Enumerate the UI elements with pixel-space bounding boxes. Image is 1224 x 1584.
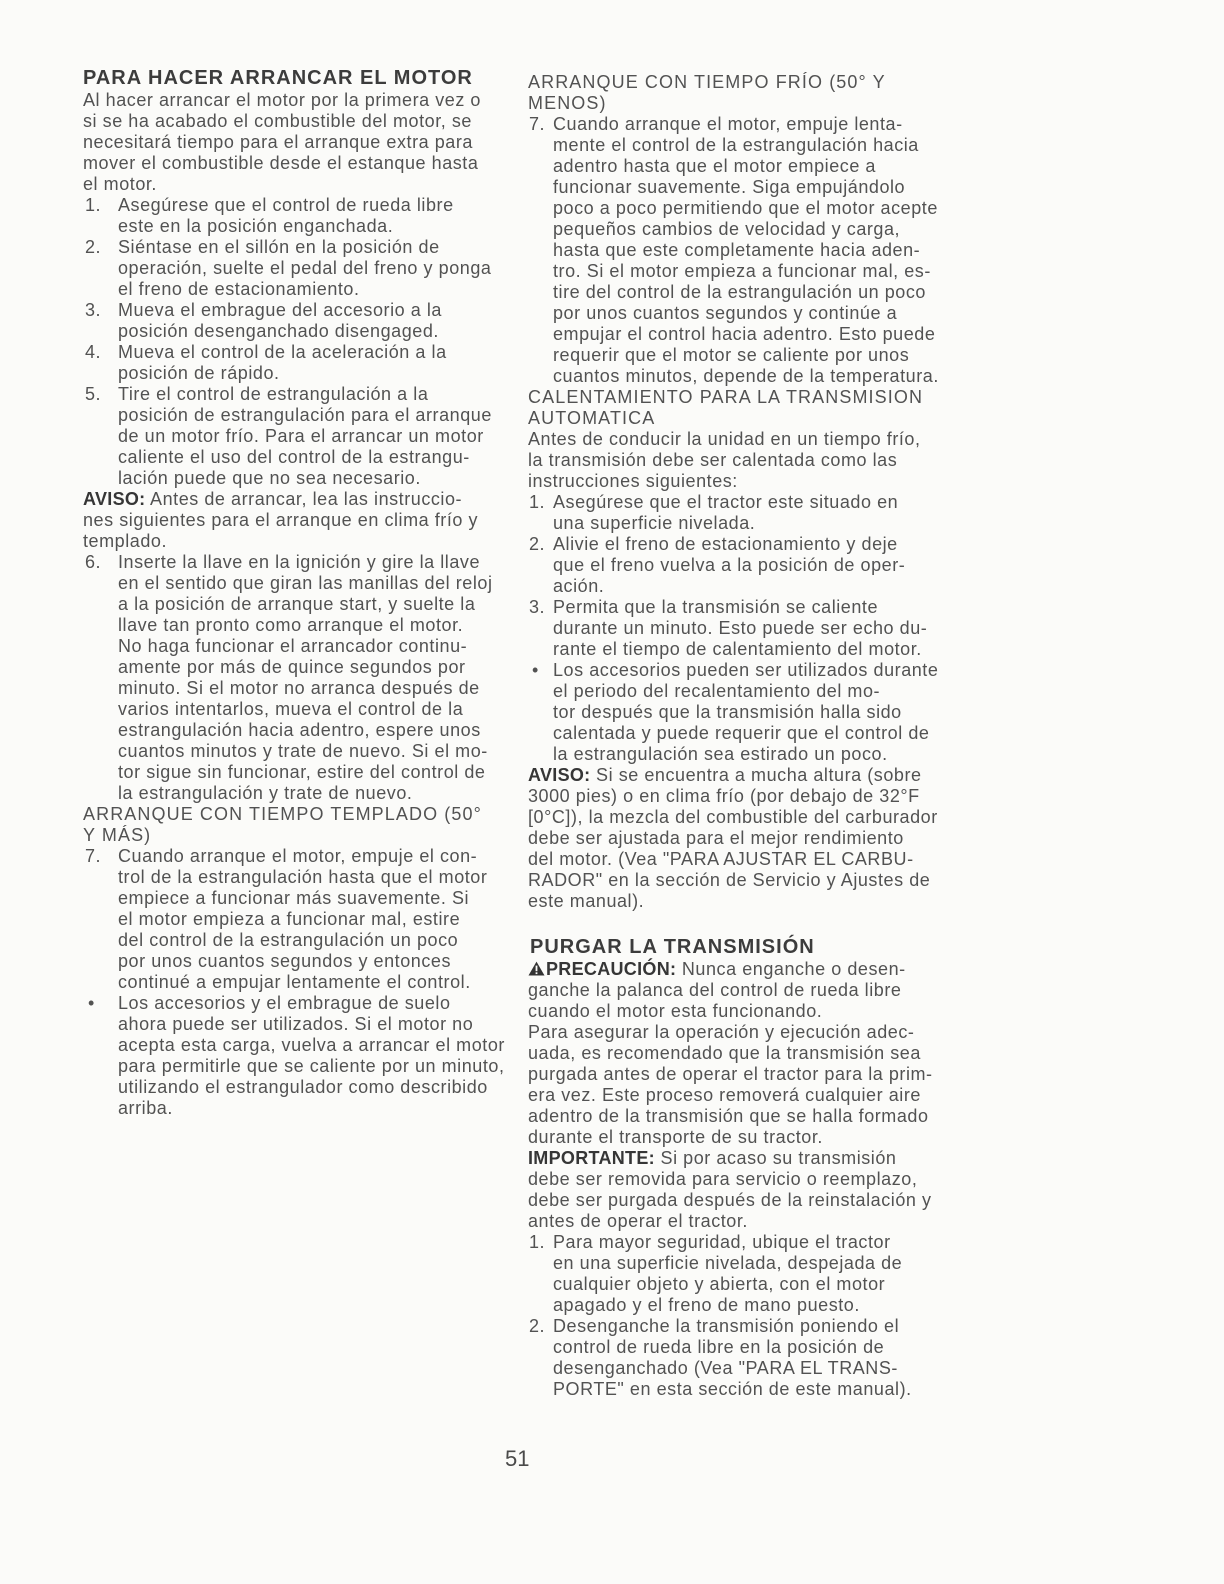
text-line: este en la posición enganchada. [118, 216, 394, 236]
text-line: calentada y puede requerir que el control de [553, 723, 930, 743]
left-column [83, 90, 505, 1119]
text-line: mover el combustible desde el estanque hasta [83, 153, 479, 173]
text-line: amente por más de quince segundos por [118, 657, 466, 677]
text-line: adentro hasta que el motor empiece a [553, 156, 876, 176]
text-line: debe ser purgada después de la reinstalación y [528, 1190, 932, 1210]
text-line: posición desenganchado disengaged. [118, 321, 439, 341]
text-line: desenganchado (Vea "PARA EL TRANS- [553, 1358, 898, 1378]
aviso-notice-altitude [528, 765, 939, 912]
text-line: cuantos minutos y trate de nuevo. Si el mo- [118, 741, 488, 761]
text-line: tire del control de la estrangulación un poco [553, 282, 926, 302]
step-number: 5. [85, 384, 102, 404]
text-line: funcionar suavemente. Siga empujándolo [553, 177, 906, 197]
text-line: operación, suelte el pedal del freno y ponga [118, 258, 492, 278]
step-4 [83, 342, 505, 384]
subheading-transmission-warmup [528, 387, 939, 429]
text-line: [0°C]), la mezcla del combustible del carburador [528, 807, 938, 827]
important-text: Si por acaso su transmisión [660, 1148, 897, 1168]
text-line: trol de la estrangulación hasta que el motor [118, 867, 488, 887]
text-line: Al hacer arrancar el motor por la primera vez o [83, 90, 481, 110]
step-5 [83, 384, 505, 489]
text-line: cuantos minutos, depende de la temperatura. [553, 366, 939, 386]
section-heading-start-engine: PARA HACER ARRANCAR EL MOTOR [83, 67, 473, 89]
bullet-icon: • [532, 660, 539, 680]
text-line: ARRANQUE CON TIEMPO TEMPLADO (50° [83, 804, 482, 824]
text-line: a la posición de arranque start, y suelte la [118, 594, 476, 614]
text-line: cualquier objeto y abierta, con el motor [553, 1274, 886, 1294]
text-line: acepta esta carga, vuelva a arrancar el motor [118, 1035, 505, 1055]
text-line: Para asegurar la operación y ejecución adec- [528, 1022, 915, 1042]
text-line [528, 1148, 933, 1169]
text-line: caliente el uso del control de la estrangu- [118, 447, 470, 467]
text-line: el freno de estacionamiento. [118, 279, 360, 299]
text-line: era vez. Este proceso removerá cualquier aire [528, 1085, 921, 1105]
text-line [83, 489, 505, 510]
text-line: el motor empieza a funcionar mal, estire [118, 909, 461, 929]
purge-paragraph [528, 1022, 933, 1148]
text-line: lación puede que no sea necesario. [118, 468, 421, 488]
text-line: por unos cuantos segundos y continúe a [553, 303, 898, 323]
text-line: apagado y el freno de mano puesto. [553, 1295, 860, 1315]
text-line: de un motor frío. Para el arrancar un motor [118, 426, 484, 446]
text-line: cuando el motor esta funcionando. [528, 1001, 823, 1021]
page-number: 51 [505, 1446, 530, 1471]
text-line: hasta que este completamente hacia aden- [553, 240, 921, 260]
text-line: Para mayor seguridad, ubique el tractor [553, 1232, 891, 1252]
step-3-transmission [528, 597, 939, 660]
text-line: en el sentido que giran las manillas del reloj [118, 573, 493, 593]
text-line: Alivie el freno de estacionamiento y deje [553, 534, 898, 554]
text-line: Los accesorios y el embrague de suelo [118, 993, 451, 1013]
step-number: 7. [529, 114, 546, 134]
step-7 [83, 846, 505, 993]
step-1-transmission [528, 492, 939, 534]
text-line: ación. [553, 576, 605, 596]
step-number: 2. [85, 237, 102, 257]
text-line: templado. [83, 531, 167, 551]
step-3 [83, 300, 505, 342]
bullet-icon: • [88, 993, 95, 1013]
text-line: Tire el control de estrangulación a la [118, 384, 429, 404]
step-1-purge [528, 1232, 933, 1316]
step-6 [83, 552, 505, 804]
step-2-purge [528, 1316, 933, 1400]
text-line: en una superficie nivelada, despejada de [553, 1253, 903, 1273]
text-line: uada, es recomendado que la transmisión sea [528, 1043, 921, 1063]
warning-icon [528, 961, 545, 976]
text-line [528, 765, 939, 786]
text-line: Mueva el control de la aceleración a la [118, 342, 447, 362]
text-line: adentro de la transmisión que se halla formado [528, 1106, 929, 1126]
text-line: si se ha acabado el combustible del motor, se [83, 111, 472, 131]
section-heading-purge-transmission: PURGAR LA TRANSMISIÓN [530, 936, 815, 958]
text-line: del control de la estrangulación un poco [118, 930, 459, 950]
text-line: utilizando el estrangulador como describido [118, 1077, 488, 1097]
step-number: 2. [529, 534, 546, 554]
text-line: ARRANQUE CON TIEMPO FRÍO (50° Y [528, 72, 886, 92]
text-line: No haga funcionar el arrancador continu- [118, 636, 468, 656]
text-line: Y MÁS) [83, 825, 152, 845]
text-line: empujar el control hacia adentro. Esto puede [553, 324, 936, 344]
text-line: Cuando arranque el motor, empuje el con- [118, 846, 478, 866]
text-line: una superficie nivelada. [553, 513, 756, 533]
text-line: RADOR" en la sección de Servicio y Ajustes de [528, 870, 931, 890]
text-line: continué a empujar lentamente el control. [118, 972, 471, 992]
step-number: 3. [529, 597, 546, 617]
bullet-item [83, 993, 505, 1119]
subheading-cold-start [528, 72, 939, 114]
step-number: 3. [85, 300, 102, 320]
intro-paragraph [83, 90, 505, 195]
text-line: minuto. Si el motor no arranca después de [118, 678, 480, 698]
text-line: pequeños cambios de velocidad y carga, [553, 219, 901, 239]
text-line: debe ser ajustada para el mejor rendimiento [528, 828, 904, 848]
text-line: Inserte la llave en la ignición y gire la llave [118, 552, 481, 572]
notice-text: Antes de arrancar, lea las instruccio- [150, 489, 463, 509]
step-number: 2. [529, 1316, 546, 1336]
text-line: nes siguientes para el arranque en clima frío y [83, 510, 479, 530]
text-line: 3000 pies) o en clima frío (por debajo de 32°F [528, 786, 920, 806]
text-line: estrangulación hacia adentro, espere unos [118, 720, 481, 740]
notice-text: Si se encuentra a mucha altura (sobre [596, 765, 922, 785]
purge-section [528, 959, 933, 1400]
important-notice [528, 1148, 933, 1232]
text-line: por unos cuantos segundos y entonces [118, 951, 452, 971]
text-line: poco a poco permitiendo que el motor acepte [553, 198, 938, 218]
text-line: Los accesorios pueden ser utilizados durante [553, 660, 939, 680]
step-number: 1. [529, 1232, 546, 1252]
text-line: tor después que la transmisión halla sido [553, 702, 902, 722]
step-number: 7. [85, 846, 102, 866]
text-line [528, 959, 933, 980]
text-line: llave tan pronto como arranque el motor. [118, 615, 464, 635]
text-line: el periodo del recalentamiento del mo- [553, 681, 881, 701]
right-column [528, 72, 939, 912]
text-line: Antes de conducir la unidad en un tiempo frío, [528, 429, 921, 449]
text-line: posición de rápido. [118, 363, 280, 383]
text-line: que el freno vuelva a la posición de oper- [553, 555, 906, 575]
text-line: Siéntase en el sillón en la posición de [118, 237, 440, 257]
text-line: PORTE" en esta sección de este manual). [553, 1379, 912, 1399]
text-line: MENOS) [528, 93, 607, 113]
text-line: durante el transporte de su tractor. [528, 1127, 823, 1147]
text-line: mente el control de la estrangulación hacia [553, 135, 919, 155]
text-line: la estrangulación sea estirado un poco. [553, 744, 888, 764]
text-line: CALENTAMIENTO PARA LA TRANSMISION [528, 387, 924, 407]
text-line: antes de operar el tractor. [528, 1211, 748, 1231]
text-line: ahora puede ser utilizados. Si el motor no [118, 1014, 474, 1034]
text-line: posición de estrangulación para el arranque [118, 405, 492, 425]
step-number: 4. [85, 342, 102, 362]
notice-label: AVISO: [528, 765, 591, 785]
text-line: requerir que el motor se caliente por unos [553, 345, 910, 365]
text-line: ganche la palanca del control de rueda libre [528, 980, 902, 1000]
caution-label: PRECAUCIÓN: [546, 959, 677, 979]
text-line: este manual). [528, 891, 645, 911]
text-line: empiece a funcionar más suavemente. Si [118, 888, 470, 908]
text-line: AUTOMATICA [528, 408, 656, 428]
step-1 [83, 195, 505, 237]
text-line: tro. Si el motor empieza a funcionar mal, es- [553, 261, 931, 281]
text-line: Desenganche la transmisión poniendo el [553, 1316, 900, 1336]
caution-text: Nunca enganche o desen- [681, 959, 906, 979]
caution-notice [528, 959, 933, 1022]
text-line: Permita que la transmisión se caliente [553, 597, 879, 617]
text-line: Asegúrese que el control de rueda libre [118, 195, 454, 215]
text-line: debe ser removida para servicio o reemplazo, [528, 1169, 918, 1189]
text-line: rante el tiempo de calentamiento del motor. [553, 639, 922, 659]
text-line: el motor. [83, 174, 157, 194]
aviso-notice [83, 489, 505, 552]
text-line: instrucciones siguientes: [528, 471, 738, 491]
text-line: necesitará tiempo para el arranque extra para [83, 132, 473, 152]
step-7-cold [528, 114, 939, 387]
text-line: del motor. (Vea "PARA AJUSTAR EL CARBU- [528, 849, 914, 869]
text-line: Asegúrese que el tractor este situado en [553, 492, 899, 512]
text-line: purgada antes de operar el tractor para la prim- [528, 1064, 933, 1084]
step-number: 1. [529, 492, 546, 512]
step-2-transmission [528, 534, 939, 597]
important-label: IMPORTANTE: [528, 1148, 655, 1168]
subheading-warm-start [83, 804, 505, 846]
notice-label: AVISO: [83, 489, 146, 509]
text-line: tor sigue sin funcionar, estire del control de [118, 762, 486, 782]
step-number: 1. [85, 195, 102, 215]
transmission-intro-paragraph [528, 429, 939, 492]
text-line: la transmisión debe ser calentada como las [528, 450, 898, 470]
text-line: Cuando arranque el motor, empuje lenta- [553, 114, 903, 134]
text-line: durante un minuto. Esto puede ser echo du- [553, 618, 928, 638]
text-line: la estrangulación y trate de nuevo. [118, 783, 413, 803]
text-line: para permitirle que se caliente por un minuto, [118, 1056, 505, 1076]
step-2 [83, 237, 505, 300]
text-line: varios intentarlos, mueva el control de la [118, 699, 464, 719]
text-line: arriba. [118, 1098, 173, 1118]
bullet-item-transmission [528, 660, 939, 765]
text-line: control de rueda libre en la posición de [553, 1337, 885, 1357]
text-line: Mueva el embrague del accesorio a la [118, 300, 442, 320]
step-number: 6. [85, 552, 102, 572]
